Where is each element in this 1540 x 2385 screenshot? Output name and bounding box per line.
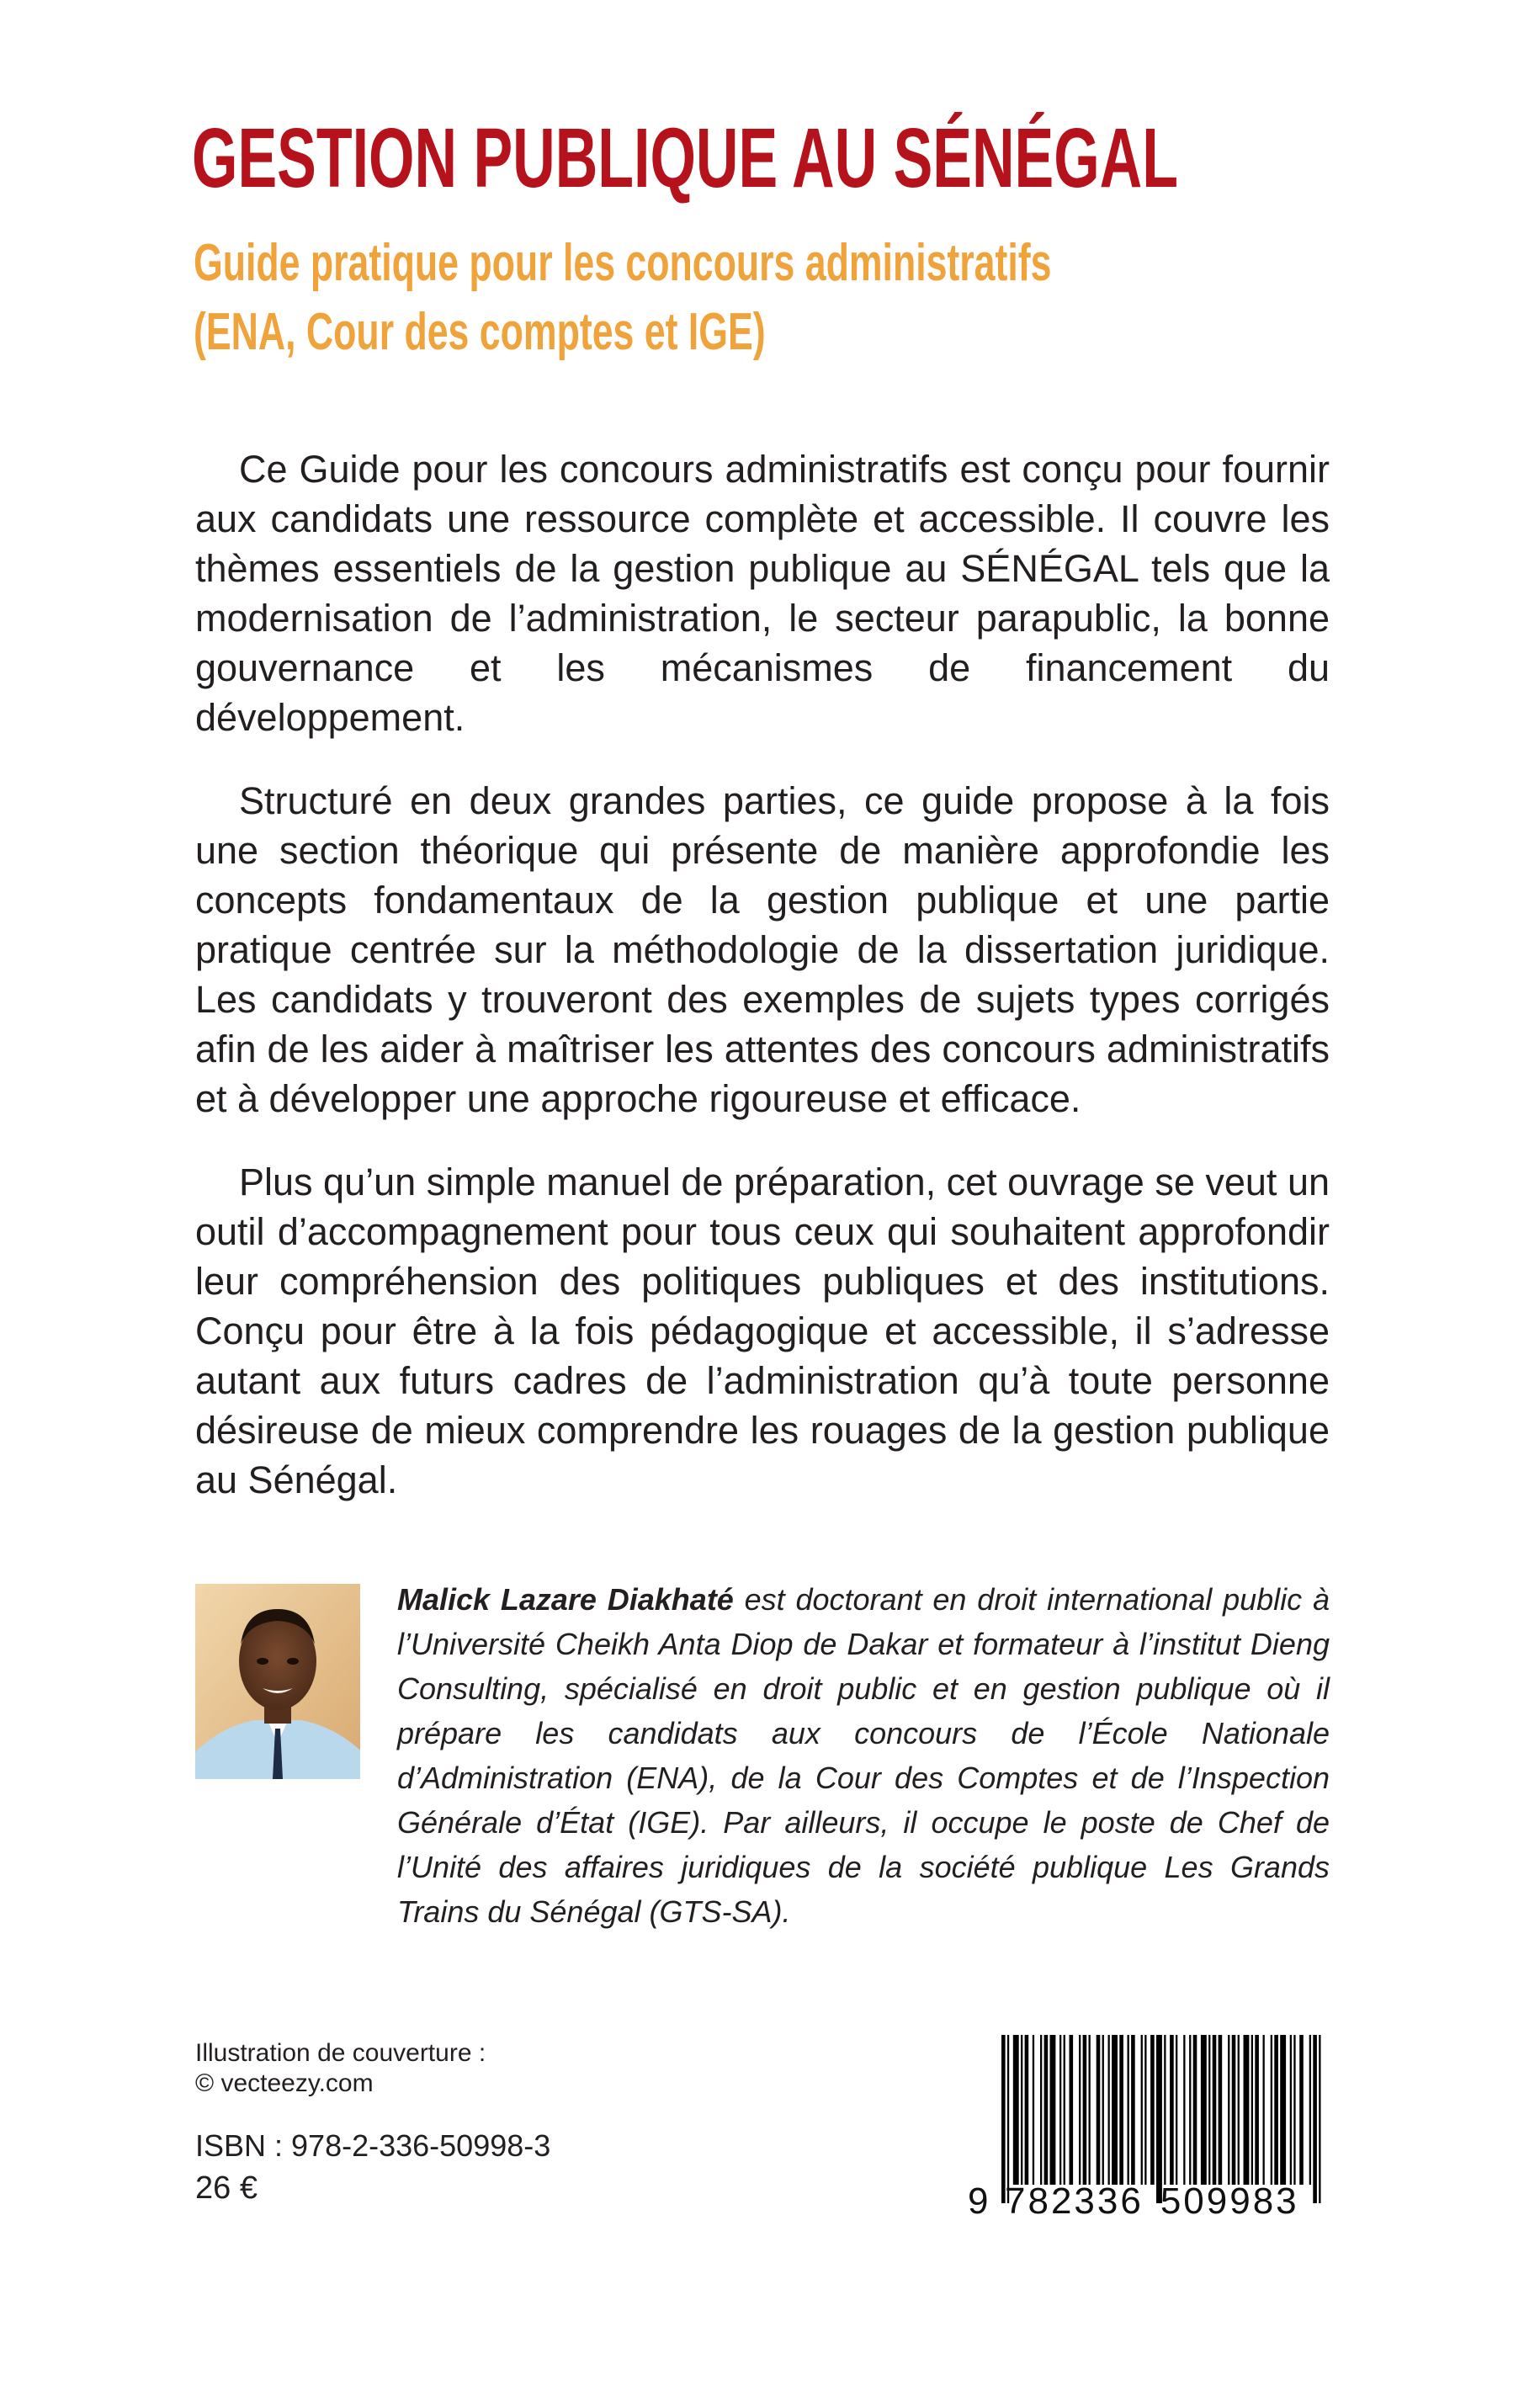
barcode-bar [1097, 2035, 1101, 2185]
barcode-bar [1183, 2035, 1185, 2185]
barcode-bar [1050, 2035, 1056, 2185]
barcode-bar [1089, 2035, 1091, 2185]
barcode-bar [1176, 2035, 1177, 2185]
barcode-bar [1201, 2035, 1207, 2185]
barcode-bar [1150, 2035, 1155, 2185]
book-title: GESTION PUBLIQUE AU SÉNÉGAL [192, 111, 1178, 205]
barcode-bar [1131, 2035, 1135, 2185]
barcode-bar [1274, 2035, 1278, 2185]
barcode-bar [1293, 2035, 1295, 2185]
barcode-bar [1070, 2035, 1074, 2185]
barcode-bar [1299, 2035, 1304, 2185]
blurb [195, 444, 1330, 1538]
barcode-bar [1156, 2035, 1162, 2203]
barcode-bar [1232, 2035, 1236, 2185]
barcode-bar [1108, 2035, 1110, 2185]
barcode-bar [1228, 2035, 1229, 2185]
barcode-bar [1313, 2035, 1317, 2203]
subtitle-line-1: Guide pratique pour les concours administratifs [194, 234, 1052, 292]
barcode-digit-group-1: 782336 [1005, 2180, 1144, 2222]
barcode-bar [1164, 2035, 1166, 2185]
barcode-digit-group-2: 509983 [1160, 2180, 1299, 2222]
barcode-bar [1208, 2035, 1210, 2185]
author-name: Malick Lazare Diakhaté [397, 1582, 734, 1617]
subtitle-line-2: (ENA, Cour des comptes et IGE) [194, 303, 766, 361]
blurb-paragraph-2: Structuré en deux grandes parties, ce guide propose à la fois une section théorique qui présente de manière approfondie les concepts fondamentaux de la gestion publique et une partie pratique centrée sur la méthodologie de la dissertation juridique. Les candidats y trouveront des exemples de sujets types corrigés afin de les aider à maîtriser les attentes des concours administratifs et à développer une approche rigoureuse et efficace. [195, 779, 1330, 1120]
barcode-bar [1309, 2035, 1311, 2185]
barcode-bar [1079, 2035, 1081, 2185]
illustration-credit [195, 2038, 486, 2099]
book-subtitle [194, 229, 1051, 367]
blurb-paragraph-1: Ce Guide pour les concours administratifs est conçu pour fournir aux candidats une ressource complète et accessible. Il couvre les thèmes essentiels de la gestion publique au SÉNÉGAL tels que la modernisation de l’administration, le secteur parapublic, la bonne gouvernance et les mécanismes de financement du développement. [195, 448, 1330, 739]
barcode-bar [1255, 2035, 1259, 2185]
barcode-bar [1119, 2035, 1123, 2185]
barcode-bar [1044, 2035, 1049, 2185]
barcode-bar [1263, 2035, 1265, 2185]
barcode-bar [1064, 2035, 1065, 2185]
barcode-bar [1144, 2035, 1146, 2185]
barcode-bar [1001, 2035, 1006, 2203]
barcode-bar [1244, 2035, 1250, 2185]
barcode-bar [1251, 2035, 1253, 2185]
price: 26 € [195, 2170, 258, 2206]
barcode-bar [1083, 2035, 1087, 2185]
barcode-bar [1033, 2035, 1034, 2185]
barcode-bar [1112, 2035, 1118, 2185]
barcode-bar [1128, 2035, 1129, 2185]
author-photo [195, 1584, 360, 1779]
barcode-bar [1040, 2035, 1042, 2185]
barcode-bar [1319, 2035, 1320, 2203]
barcode-bar [1280, 2035, 1286, 2185]
barcode-bar [1219, 2035, 1223, 2185]
blurb-paragraph-3: Plus qu’un simple manuel de préparation, cet ouvrage se veut un outil d’accompagnement pour tous ceux qui souhaitent approfondir leur compréhension des politiques publiques et des institutions. Conçu pour être à la fois pédagogique et accessible, il s’adresse autant aux futurs cadres de l’administration qu’à toute personne désireuse de mieux comprendre les rouages de la gestion publique au Sénégal. [195, 1161, 1330, 1501]
barcode-bar [1102, 2035, 1104, 2185]
barcode-bar [1193, 2035, 1197, 2185]
barcode-bar [1189, 2035, 1191, 2185]
barcode-bar [1021, 2035, 1022, 2185]
barcode-bar [1271, 2035, 1272, 2185]
barcode-bar [1290, 2035, 1292, 2185]
barcode-bar [1007, 2035, 1009, 2203]
barcode-digit-first: 9 [968, 2180, 989, 2222]
credit-line-1: Illustration de couverture : [195, 2039, 486, 2067]
barcode-bar [1059, 2035, 1061, 2185]
author-bio-text: est doctorant en droit international public à l’Université Cheikh Anta Diop de Dakar et formateur à l’institut Dieng Consulting, spécialisé en droit public et en gestion publique où il prépare les candidats aux concours de l’École Nationale d’Administration (ENA), de la Cour des Comptes et de l’Inspection Générale d’État (IGE). Par ailleurs, il occupe le poste de Chef de l’Unité des affaires juridiques de la société publique Les Grands Trains du Sénégal (GTS-SA). [397, 1582, 1330, 1929]
barcode-bar [1213, 2035, 1217, 2185]
barcode-bar [1238, 2035, 1240, 2185]
barcode-digits [968, 2180, 1331, 2223]
credit-line-2: © vecteezy.com [195, 2069, 374, 2097]
barcode-bar [1170, 2035, 1174, 2185]
barcode-bar [1141, 2035, 1143, 2185]
author-bio [397, 1577, 1330, 1934]
barcode-bar [1025, 2035, 1029, 2185]
isbn: ISBN : 978-2-336-50998-3 [195, 2128, 551, 2163]
barcode-bar [1013, 2035, 1019, 2185]
